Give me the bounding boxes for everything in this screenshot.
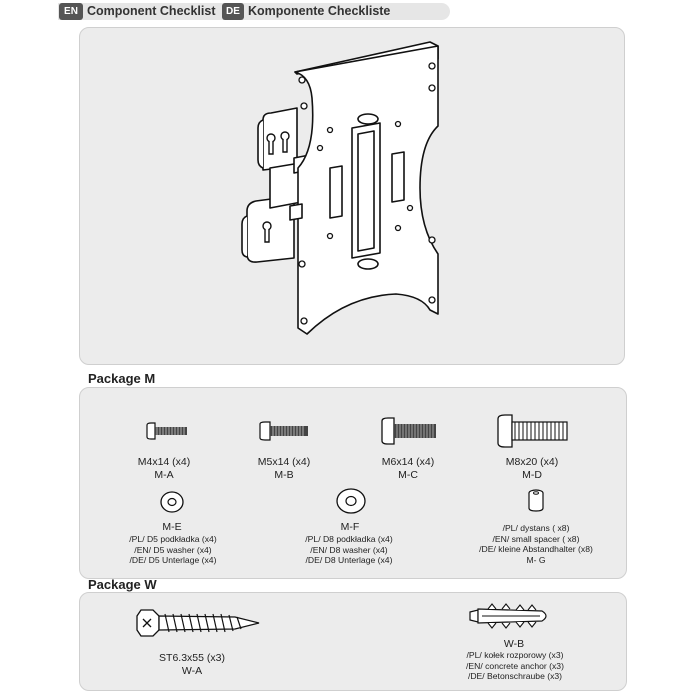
- part-label-m-e: M-E: [162, 521, 182, 533]
- package-w-title: Package W: [88, 577, 157, 592]
- part-desc-m-e: /PL/ D5 podkładka (x4) /EN/ D5 washer (x4) /DE/ D5 Unterlage (x4): [129, 534, 217, 566]
- part-label-w-a: ST6.3x55 (x3) W-A: [159, 652, 225, 677]
- bolt-icon: [380, 416, 438, 446]
- part-label-w-b: W-B: [503, 638, 525, 650]
- part-label-m-c: M6x14 (x4) M-C: [381, 456, 435, 481]
- part-desc-w-b: /PL/ kołek rozporowy (x3) /EN/ concrete anchor (x3) /DE/ Betonschraube (x3): [466, 650, 564, 682]
- bolt-icon: [145, 421, 189, 441]
- part-label-m-b: M5x14 (x4) M-B: [257, 456, 311, 481]
- wall-anchor-icon: [468, 601, 552, 631]
- part-desc-m-g: /PL/ dystans ( x8) /EN/ small spacer ( x8) /DE/ kleine Abstandhalter (x8) M- G: [479, 523, 593, 565]
- part-label-m-d: M8x20 (x4) M-D: [505, 456, 559, 481]
- illustration-panel: [79, 27, 625, 365]
- part-label-m-a: M4x14 (x4) M-A: [137, 456, 191, 481]
- washer-icon: [159, 491, 185, 513]
- part-label-m-f: M-F: [340, 521, 360, 533]
- tv-wall-mount-bracket-icon: [80, 28, 624, 364]
- washer-icon: [335, 488, 367, 514]
- package-m-title: Package M: [88, 371, 156, 386]
- bolt-icon: [495, 413, 569, 449]
- en-title: Component Checklist: [87, 4, 216, 18]
- de-title: Komponente Checkliste: [248, 4, 391, 18]
- spacer-icon: [527, 489, 545, 513]
- en-badge: EN: [59, 3, 83, 20]
- part-desc-m-f: /PL/ D8 podkładka (x4) /EN/ D8 washer (x4) /DE/ D8 Unterlage (x4): [305, 534, 393, 566]
- bolt-icon: [258, 420, 310, 442]
- de-badge: DE: [222, 3, 244, 20]
- wood-screw-icon: [135, 607, 261, 639]
